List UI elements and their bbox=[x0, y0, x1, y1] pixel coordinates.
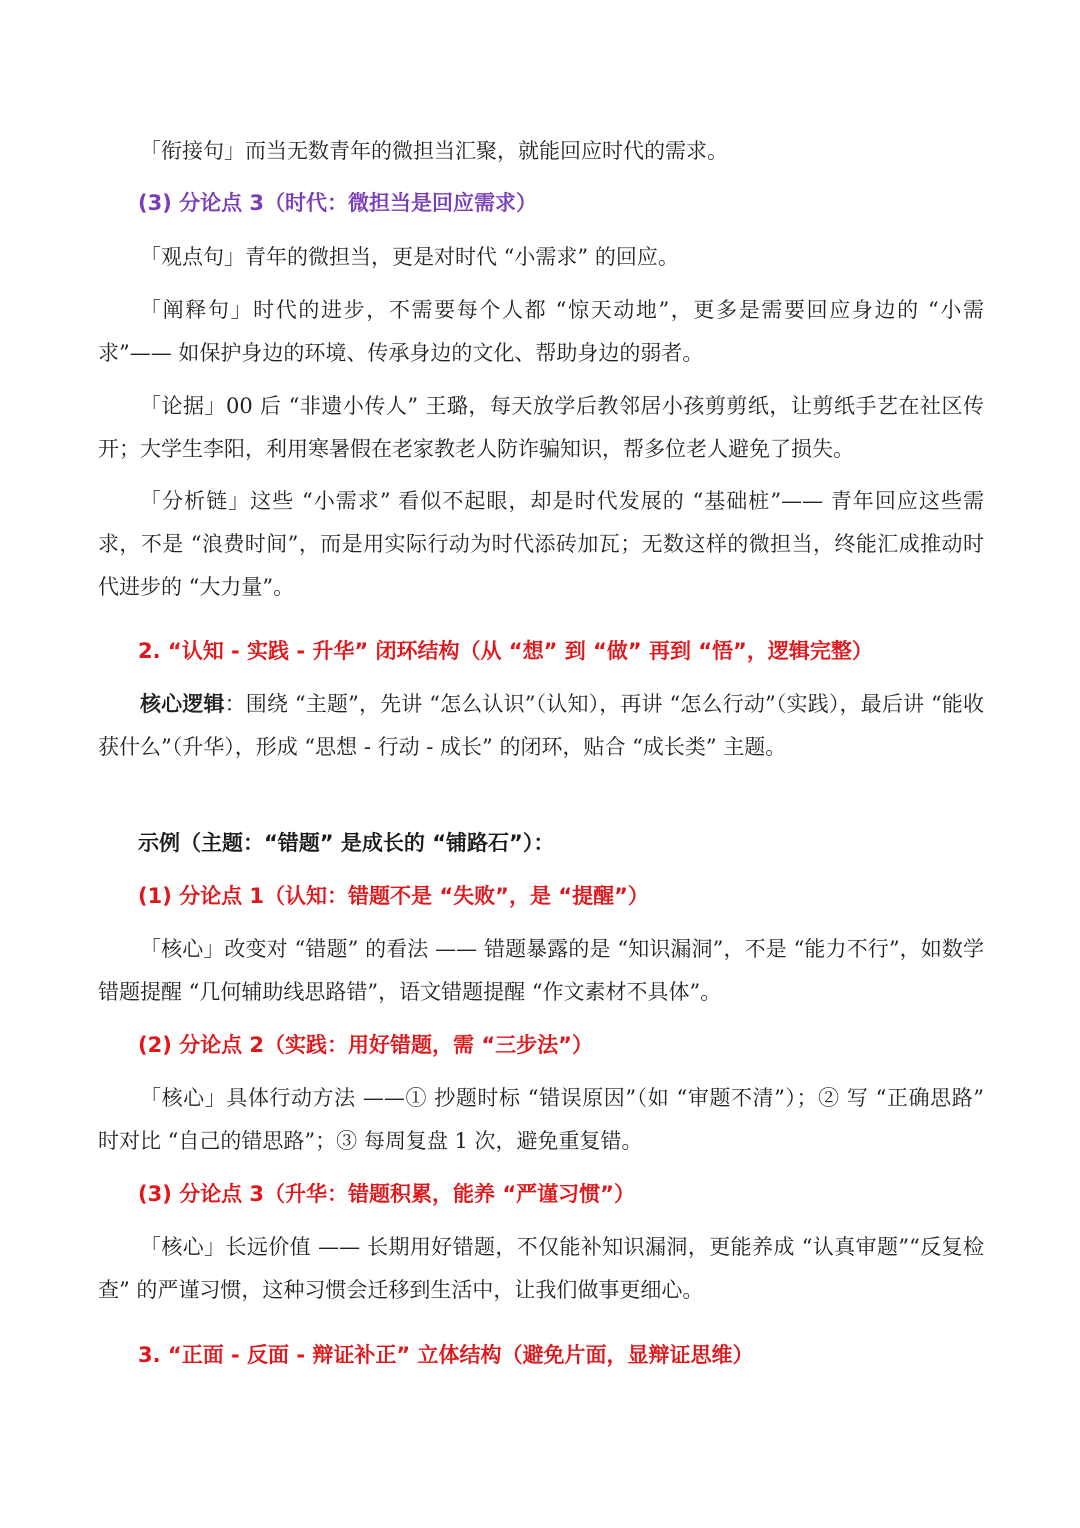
viewpoint-sentence-paragraph: 「观点句」青年的微担当，更是对时代 “小需求” 的回应。 bbox=[140, 245, 679, 269]
subpoint-1-heading: (1) 分论点 1（认知：错题不是 “失败”，是 “提醒”） bbox=[138, 884, 649, 908]
section-2-heading: 2. “认知 - 实践 - 升华” 闭环结构（从 “想” 到 “做” 再到 “悟”，逻辑完整） bbox=[138, 639, 873, 663]
core-logic-text: ：围绕 “主题”，先讲 “怎么认识”（认知），再讲 “怎么行动”（实践），最后讲 “能收获什么”（升华），形成 “思想 - 行动 - 成长” 的闭环，贴合 “成长类” 主题。 bbox=[98, 692, 984, 759]
subpoint-3b-heading: (3) 分论点 3（升华：错题积累，能养 “严谨习惯”） bbox=[138, 1182, 635, 1206]
section-3-heading: 3. “正面 - 反面 - 辩证补正” 立体结构（避免片面，显辩证思维） bbox=[138, 1343, 754, 1367]
core-paragraph-3: 「核心」长远价值 —— 长期用好错题，不仅能补知识漏洞，更能养成 “认真审题”“反复检查” 的严谨习惯，这种习惯会迁移到生活中，让我们做事更细心。 bbox=[98, 1235, 984, 1302]
core-paragraph-1: 「核心」改变对 “错题” 的看法 —— 错题暴露的是 “知识漏洞”，不是 “能力不行”，如数学错题提醒 “几何辅助线思路错”，语文错题提醒 “作文素材不具体”。 bbox=[98, 937, 984, 1004]
core-logic-label: 核心逻辑 bbox=[140, 692, 225, 716]
subpoint-3-heading: (3) 分论点 3（时代：微担当是回应需求） bbox=[138, 191, 538, 215]
transition-sentence-paragraph: 「衔接句」而当无数青年的微担当汇聚，就能回应时代的需求。 bbox=[140, 139, 728, 163]
example-heading: 示例（主题：“错题” 是成长的 “铺路石”）： bbox=[138, 831, 555, 855]
core-paragraph-2: 「核心」具体行动方法 ——① 抄题时标 “错误原因”（如 “审题不清”）；② 写 “正确思路” 时对比 “自己的错思路”；③ 每周复盘 1 次，避免重复错。 bbox=[98, 1086, 984, 1153]
evidence-paragraph: 「论据」00 后 “非遗小传人” 王璐，每天放学后教邻居小孩剪剪纸，让剪纸手艺在社区传开；大学生李阳，利用寒暑假在老家教老人防诈骗知识，帮多位老人避免了损失。 bbox=[98, 394, 984, 461]
explanation-sentence-paragraph: 「阐释句」时代的进步，不需要每个人都 “惊天动地”，更多是需要回应身边的 “小需求”—— 如保护身边的环境、传承身边的文化、帮助身边的弱者。 bbox=[98, 298, 984, 365]
subpoint-2-heading: (2) 分论点 2（实践：用好错题，需 “三步法”） bbox=[138, 1033, 593, 1057]
core-logic-paragraph bbox=[98, 683, 984, 769]
analysis-chain-paragraph: 「分析链」这些 “小需求” 看似不起眼，却是时代发展的 “基础桩”—— 青年回应这些需求，不是 “浪费时间”，而是用实际行动为时代添砖加瓦；无数这样的微担当，终能汇成推动时代进步的 “大力量”。 bbox=[98, 489, 984, 599]
